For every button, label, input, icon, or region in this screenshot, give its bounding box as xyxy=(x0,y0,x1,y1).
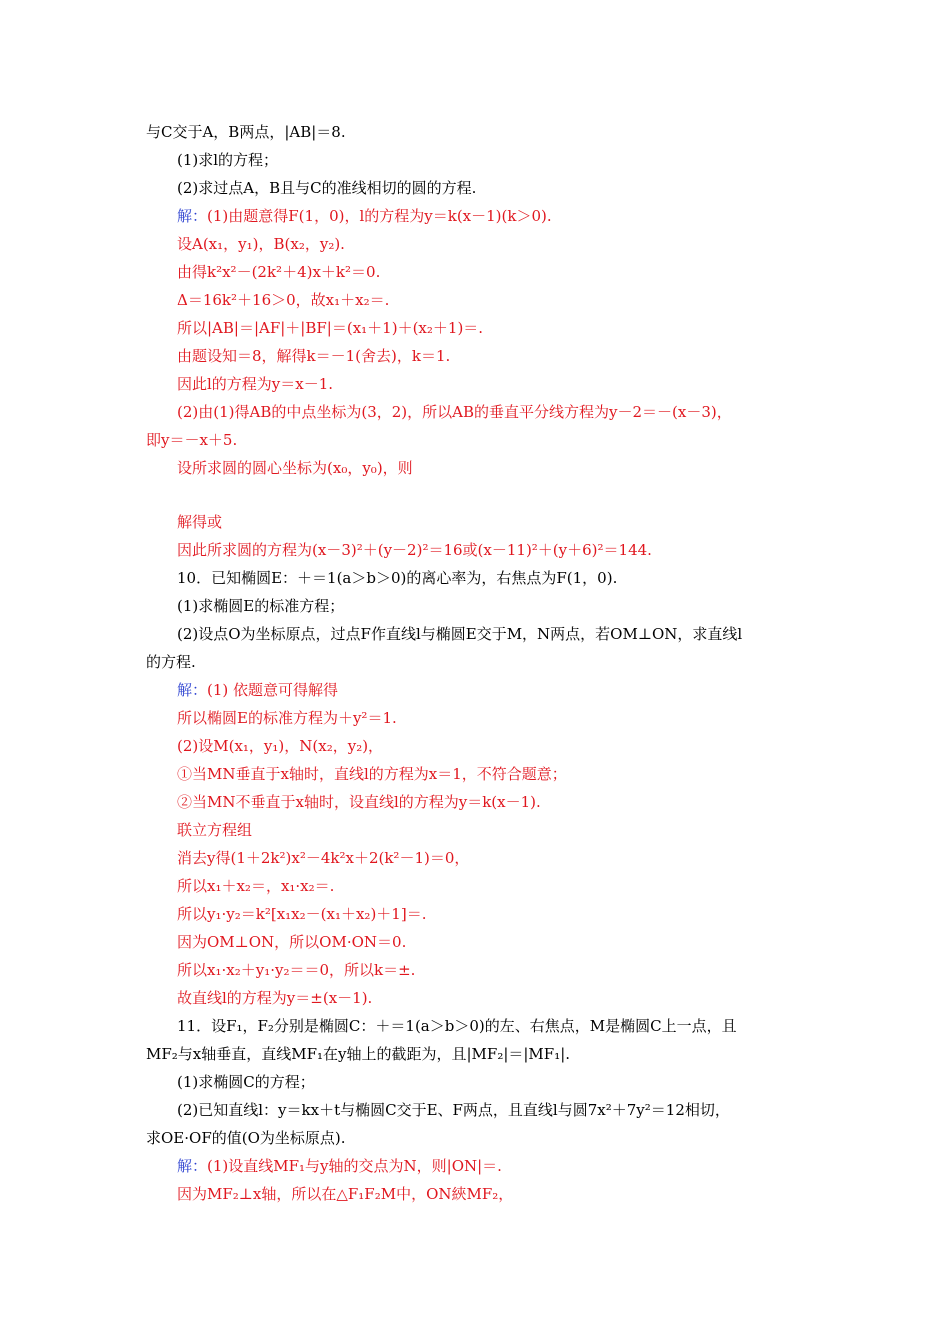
solution-line: 所以x₁＋x₂＝，x₁·x₂＝. xyxy=(177,877,335,895)
text-line: 求OE·OF的值(O为坐标原点). xyxy=(146,1129,346,1147)
solution-line xyxy=(177,1156,502,1176)
text-line: MF₂与x轴垂直，直线MF₁在y轴上的截距为，且|MF₂|＝|MF₁|. xyxy=(146,1045,571,1063)
solution-text: (1)设直线MF₁与y轴的交点为N，则|ON|＝. xyxy=(207,1157,502,1175)
solution-line: ②当MN不垂直于x轴时，设直线l的方程为y＝k(x－1). xyxy=(177,793,541,811)
text-line: (2)已知直线l：y＝kx＋t与椭圆C交于E、F两点，且直线l与圆7x²＋7y²＝12相切， xyxy=(177,1101,730,1119)
text-line: (2)求过点A，B且与C的准线相切的圆的方程. xyxy=(177,179,477,197)
solution-line: 解得或 xyxy=(177,513,223,531)
solution-line: 所以x₁·x₂＋y₁·y₂＝＝0，所以k＝±. xyxy=(177,961,416,979)
solution-line: 因为MF₂⊥x轴，所以在△F₁F₂M中，ON綊MF₂， xyxy=(177,1185,514,1203)
solution-line: 设所求圆的圆心坐标为(x₀，y₀)，则 xyxy=(177,459,413,477)
solution-label: 解： xyxy=(177,681,208,699)
solution-text: (1)由题意得F(1，0)，l的方程为y＝k(x－1)(k＞0). xyxy=(207,207,552,225)
text-line: (1)求l的方程； xyxy=(177,151,279,169)
solution-line: Δ＝16k²＋16＞0，故x₁＋x₂＝. xyxy=(177,291,390,309)
solution-label: 解： xyxy=(177,207,208,225)
solution-line: ①当MN垂直于x轴时，直线l的方程为x＝1，不符合题意； xyxy=(177,765,567,783)
text-line: 与C交于A，B两点，|AB|＝8. xyxy=(146,123,346,141)
problem-statement: 11．设F₁，F₂分别是椭圆C：＋＝1(a＞b＞0)的左、右焦点，M是椭圆C上一点，且 xyxy=(177,1017,737,1035)
text-line: (1)求椭圆C的方程； xyxy=(177,1073,315,1091)
solution-line: 联立方程组 xyxy=(177,821,253,839)
solution-line: 因此l的方程为y＝x－1. xyxy=(177,375,334,393)
text-line: (2)设点O为坐标原点，过点F作直线l与椭圆E交于M，N两点，若OM⊥ON，求直线l xyxy=(177,625,743,643)
solution-line: 所以椭圆E的标准方程为＋y²＝1. xyxy=(177,709,397,727)
solution-line: (2)设M(x₁，y₁)，N(x₂，y₂)， xyxy=(177,737,384,755)
solution-line: 由题设知＝8，解得k＝－1(舍去)，k＝1. xyxy=(177,347,451,365)
solution-line: 因此所求圆的方程为(x－3)²＋(y－2)²＝16或(x－11)²＋(y＋6)²＝144. xyxy=(177,541,652,559)
solution-line: 即y＝－x＋5. xyxy=(146,431,238,449)
solution-line: 所以y₁·y₂＝k²[x₁x₂－(x₁＋x₂)＋1]＝. xyxy=(177,905,427,923)
problem-statement: 10．已知椭圆E：＋＝1(a＞b＞0)的离心率为，右焦点为F(1，0). xyxy=(177,569,618,587)
solution-text: (1) 依题意可得解得 xyxy=(207,681,339,699)
text-line: 的方程. xyxy=(146,653,196,671)
solution-line: 因为OM⊥ON，所以OM·ON＝0. xyxy=(177,933,407,951)
solution-line: 设A(x₁，y₁)，B(x₂，y₂). xyxy=(177,235,345,253)
solution-line: 故直线l的方程为y＝±(x－1). xyxy=(177,989,373,1007)
solution-line: 所以|AB|＝|AF|＋|BF|＝(x₁＋1)＋(x₂＋1)＝. xyxy=(177,319,484,337)
solution-line: (2)由(1)得AB的中点坐标为(3，2)，所以AB的垂直平分线方程为y－2＝－(x－3)， xyxy=(177,403,732,421)
solution-line xyxy=(177,680,338,700)
solution-line: 由得k²x²－(2k²＋4)x＋k²＝0. xyxy=(177,263,381,281)
solution-label: 解： xyxy=(177,1157,208,1175)
solution-line: 消去y得(1＋2k²)x²－4k²x＋2(k²－1)＝0， xyxy=(177,849,470,867)
solution-line xyxy=(177,206,552,226)
text-line: (1)求椭圆E的标准方程； xyxy=(177,597,345,615)
